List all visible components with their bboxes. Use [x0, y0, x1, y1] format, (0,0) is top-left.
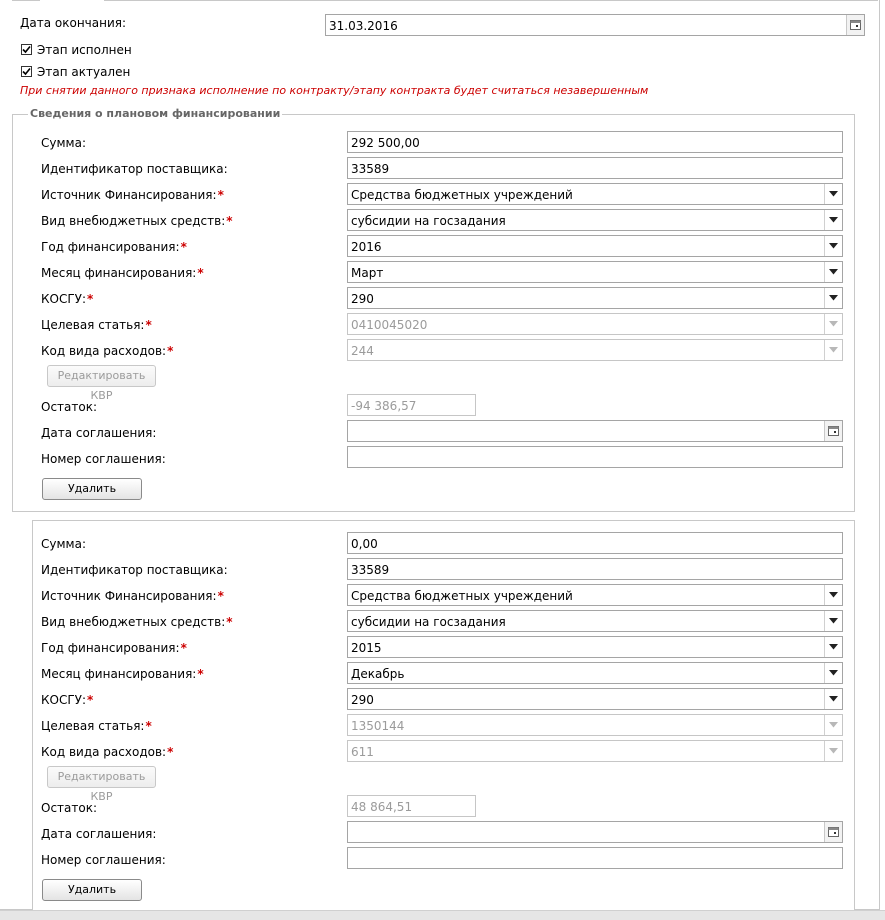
- checkmark-icon: [22, 45, 31, 54]
- required-mark: *: [167, 344, 174, 358]
- supplier-id-input[interactable]: [347, 157, 843, 179]
- source-value: Средства бюджетных учреждений: [351, 589, 573, 603]
- supplier-id-label: Идентификатор поставщика:: [41, 162, 228, 176]
- delete-button[interactable]: Удалить: [42, 478, 142, 500]
- sum-input[interactable]: [347, 131, 843, 153]
- chevron-down-icon[interactable]: [824, 184, 842, 204]
- calendar-icon[interactable]: [824, 421, 842, 441]
- expense-code-select: [347, 740, 843, 762]
- required-mark: *: [145, 719, 152, 733]
- required-mark: *: [226, 615, 233, 629]
- remainder-field: [347, 394, 476, 416]
- chevron-down-icon[interactable]: [824, 262, 842, 282]
- source-select[interactable]: [347, 183, 843, 205]
- source-label-text: Источник Финансирования:: [41, 589, 217, 603]
- month-label-text: Месяц финансирования:: [41, 266, 197, 280]
- month-select[interactable]: [347, 261, 843, 283]
- expense-code-value: 244: [351, 344, 374, 358]
- expense-code-label: [41, 744, 173, 760]
- offbudget-label-text: Вид внебюджетных средств:: [41, 615, 226, 629]
- target-select: [347, 313, 843, 335]
- chevron-down-icon: [824, 715, 842, 735]
- source-label-text: Источник Финансирования:: [41, 188, 217, 202]
- target-value: 1350144: [351, 719, 405, 733]
- chevron-down-icon: [824, 741, 842, 761]
- stage-actual-checkbox[interactable]: [21, 66, 32, 77]
- chevron-down-icon[interactable]: [824, 585, 842, 605]
- year-select[interactable]: [347, 235, 843, 257]
- required-mark: *: [180, 240, 187, 254]
- expense-code-label-text: Код вида расходов:: [41, 745, 167, 759]
- offbudget-value: субсидии на госзадания: [351, 615, 506, 629]
- stage-actual-label: Этап актуален: [37, 65, 131, 79]
- sum-label: Сумма:: [41, 537, 86, 551]
- expense-code-label: [41, 343, 173, 359]
- end-date-value: 31.03.2016: [329, 19, 398, 33]
- chevron-down-icon[interactable]: [824, 663, 842, 683]
- source-select[interactable]: [347, 584, 843, 606]
- source-label: [41, 187, 224, 203]
- agreement-date-label: Дата соглашения:: [41, 827, 157, 841]
- top-fieldset-border: [12, 0, 878, 4]
- chevron-down-icon[interactable]: [824, 689, 842, 709]
- chevron-down-icon[interactable]: [824, 637, 842, 657]
- end-date-label: Дата окончания:: [20, 16, 127, 30]
- required-mark: *: [167, 745, 174, 759]
- expense-code-select: [347, 339, 843, 361]
- year-label-text: Год финансирования:: [41, 240, 180, 254]
- calendar-icon[interactable]: [824, 822, 842, 842]
- remainder-label: Остаток:: [41, 400, 98, 414]
- required-mark: *: [217, 188, 224, 202]
- year-value: 2015: [351, 641, 382, 655]
- calendar-icon[interactable]: [846, 15, 864, 35]
- required-mark: *: [87, 693, 94, 707]
- remainder-field: [347, 795, 476, 817]
- agreement-number-input[interactable]: [347, 847, 843, 869]
- agreement-number-label: Номер соглашения:: [41, 452, 166, 466]
- chevron-down-icon[interactable]: [824, 236, 842, 256]
- supplier-id-input[interactable]: [347, 558, 843, 580]
- agreement-number-input[interactable]: [347, 446, 843, 468]
- target-label-text: Целевая статья:: [41, 719, 145, 733]
- kosgu-label: [41, 291, 93, 307]
- checkmark-icon: [22, 67, 31, 76]
- offbudget-value: субсидии на госзадания: [351, 214, 506, 228]
- offbudget-select[interactable]: [347, 610, 843, 632]
- edit-kvr-button: Редактировать КВР: [47, 766, 156, 788]
- year-label: [41, 239, 187, 255]
- chevron-down-icon[interactable]: [824, 210, 842, 230]
- month-select[interactable]: [347, 662, 843, 684]
- month-label: [41, 666, 204, 682]
- stage-done-label: Этап исполнен: [37, 43, 132, 57]
- kosgu-value: 290: [351, 292, 374, 306]
- required-mark: *: [226, 214, 233, 228]
- agreement-date-label: Дата соглашения:: [41, 426, 157, 440]
- offbudget-label-text: Вид внебюджетных средств:: [41, 214, 226, 228]
- required-mark: *: [217, 589, 224, 603]
- target-value: 0410045020: [351, 318, 428, 332]
- warning-text: При снятии данного признака исполнение по контракту/этапу контракта будет считаться незавершенным: [20, 84, 649, 97]
- chevron-down-icon: [824, 314, 842, 334]
- expense-code-label-text: Код вида расходов:: [41, 344, 167, 358]
- delete-button[interactable]: Удалить: [42, 879, 142, 901]
- supplier-id-label: Идентификатор поставщика:: [41, 563, 228, 577]
- offbudget-label: [41, 614, 233, 630]
- month-value: Декабрь: [351, 667, 405, 681]
- chevron-down-icon: [824, 340, 842, 360]
- stage-done-checkbox[interactable]: [21, 44, 32, 55]
- agreement-date-input[interactable]: [347, 821, 843, 843]
- kosgu-select[interactable]: [347, 688, 843, 710]
- sum-value: 0,00: [351, 537, 378, 551]
- target-label: [41, 718, 152, 734]
- chevron-down-icon[interactable]: [824, 288, 842, 308]
- offbudget-label: [41, 213, 233, 229]
- supplier-id-value: 33589: [351, 162, 390, 176]
- source-value: Средства бюджетных учреждений: [351, 188, 573, 202]
- kosgu-label: [41, 692, 93, 708]
- kosgu-value: 290: [351, 693, 374, 707]
- year-value: 2016: [351, 240, 382, 254]
- horizontal-scrollbar[interactable]: [0, 910, 885, 920]
- month-label: [41, 265, 204, 281]
- offbudget-select[interactable]: [347, 209, 843, 231]
- year-select[interactable]: [347, 636, 843, 658]
- remainder-label: Остаток:: [41, 801, 98, 815]
- section-title: Сведения о плановом финансировании: [30, 107, 281, 120]
- sum-value: 292 500,00: [351, 136, 420, 150]
- edit-kvr-button: Редактировать КВР: [47, 365, 156, 387]
- remainder-value: 48 864,51: [351, 800, 413, 814]
- year-label-text: Год финансирования:: [41, 641, 180, 655]
- sum-label: Сумма:: [41, 136, 86, 150]
- required-mark: *: [197, 667, 204, 681]
- year-label: [41, 640, 187, 656]
- month-label-text: Месяц финансирования:: [41, 667, 197, 681]
- required-mark: *: [145, 318, 152, 332]
- required-mark: *: [180, 641, 187, 655]
- target-label-text: Целевая статья:: [41, 318, 145, 332]
- agreement-number-label: Номер соглашения:: [41, 853, 166, 867]
- sum-input[interactable]: [347, 532, 843, 554]
- required-mark: *: [197, 266, 204, 280]
- target-select: [347, 714, 843, 736]
- required-mark: *: [87, 292, 94, 306]
- remainder-value: -94 386,57: [351, 399, 417, 413]
- end-date-field[interactable]: [325, 14, 865, 36]
- kosgu-label-text: КОСГУ:: [41, 292, 87, 306]
- kosgu-label-text: КОСГУ:: [41, 693, 87, 707]
- agreement-date-input[interactable]: [347, 420, 843, 442]
- kosgu-select[interactable]: [347, 287, 843, 309]
- chevron-down-icon[interactable]: [824, 611, 842, 631]
- source-label: [41, 588, 224, 604]
- target-label: [41, 317, 152, 333]
- month-value: Март: [351, 266, 384, 280]
- supplier-id-value: 33589: [351, 563, 390, 577]
- expense-code-value: 611: [351, 745, 374, 759]
